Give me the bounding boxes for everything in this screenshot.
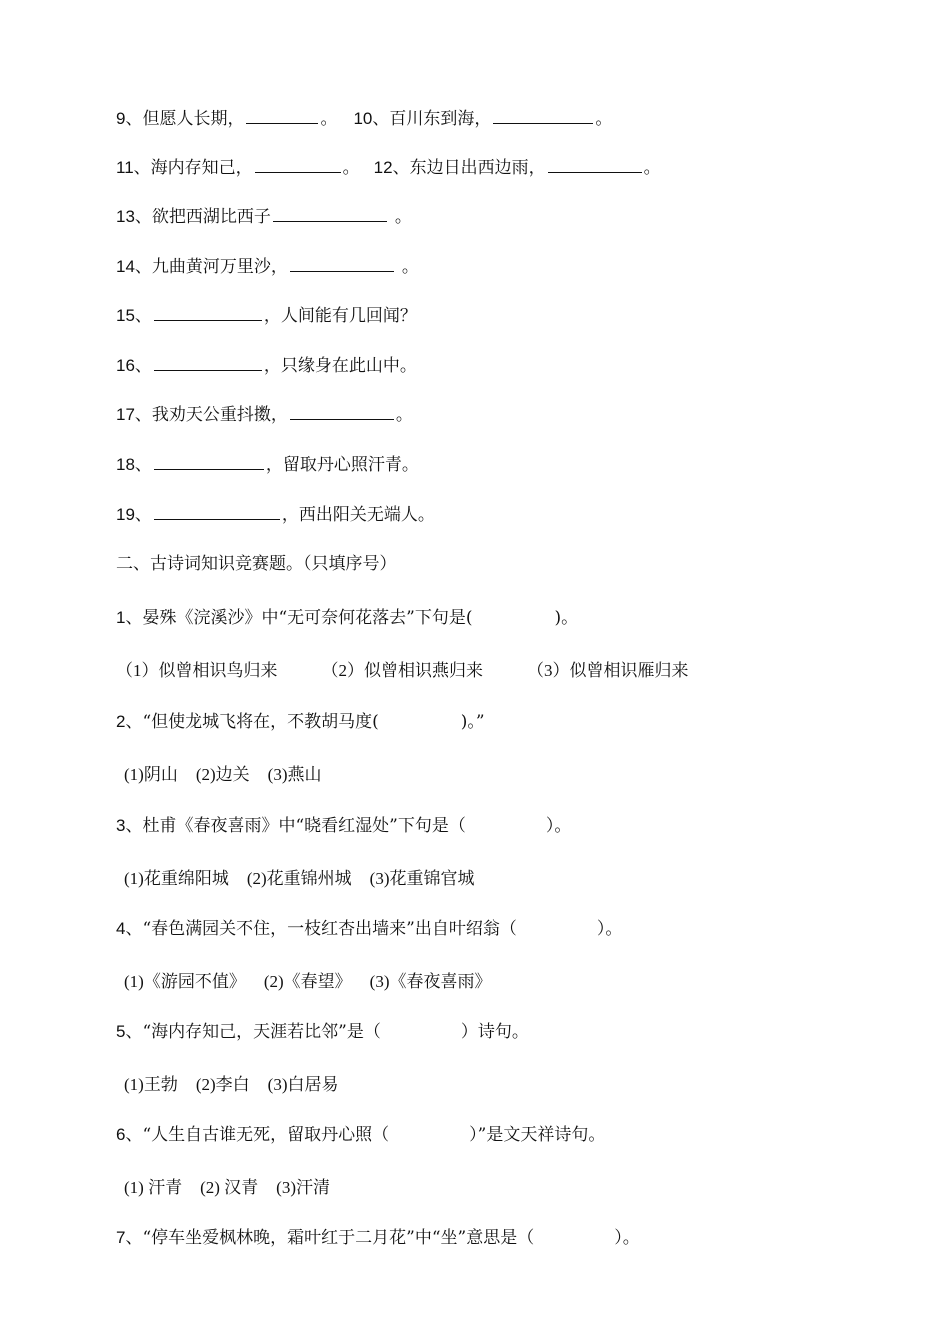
fill-line-17 — [116, 404, 413, 426]
option[interactable]: (1)王勃 — [124, 1075, 178, 1094]
question-7 — [116, 1227, 640, 1249]
fill-line-18 — [116, 454, 419, 476]
item-suffix: 。 — [320, 109, 338, 129]
answer-blank[interactable] — [290, 405, 394, 420]
item-number: 7、 — [116, 1228, 143, 1247]
item-number: 4、 — [116, 919, 143, 938]
fill-line-13 — [116, 206, 412, 228]
question-2 — [116, 711, 485, 733]
question-end: ）。 — [614, 1228, 640, 1248]
item-number: 11、 — [116, 158, 151, 177]
answer-blank[interactable] — [493, 109, 593, 124]
fill-line-14 — [116, 256, 419, 278]
item-prefix: 百川东到海， — [389, 109, 492, 129]
answer-blank[interactable] — [273, 207, 387, 222]
fill-line-11-12 — [116, 157, 661, 179]
options-2 — [124, 764, 339, 786]
options-3 — [124, 868, 492, 890]
options-1 — [116, 660, 707, 682]
item-number: 3、 — [116, 816, 143, 835]
item-prefix: 但愿人长期， — [142, 109, 245, 129]
item-number: 12、 — [373, 158, 410, 177]
question-3 — [116, 815, 571, 837]
question-text: “但使龙城飞将在，不教胡马度( — [142, 712, 379, 732]
item-number: 16、 — [116, 356, 152, 375]
option[interactable]: (3)《春夜喜雨》 — [369, 972, 492, 991]
option[interactable]: (2)《春望》 — [263, 972, 352, 991]
question-1 — [116, 607, 578, 629]
item-suffix: 。 — [595, 109, 613, 129]
question-text: “人生自古谁无死，留取丹心照（ — [142, 1125, 390, 1145]
item-suffix: 。 — [401, 257, 419, 277]
option[interactable]: (1)花重绵阳城 — [124, 869, 229, 888]
item-number: 10、 — [353, 109, 390, 128]
option[interactable]: (3)花重锦官城 — [369, 869, 475, 888]
option[interactable]: (1) 汗青 — [124, 1178, 183, 1197]
item-number: 13、 — [116, 207, 152, 226]
item-suffix: ，留取丹心照汗青。 — [265, 455, 419, 475]
item-suffix: 。 — [342, 158, 360, 178]
option[interactable]: （2）似曾相识燕归来 — [321, 661, 483, 680]
option[interactable]: (3)汗清 — [276, 1178, 330, 1197]
option[interactable]: （1）似曾相识鸟归来 — [116, 661, 278, 680]
item-number: 5、 — [116, 1022, 143, 1041]
option[interactable]: (1)阴山 — [124, 765, 178, 784]
item-number: 2、 — [116, 712, 143, 731]
fill-line-15 — [116, 305, 417, 327]
question-6 — [116, 1124, 605, 1146]
answer-blank[interactable] — [290, 257, 394, 272]
question-text: 晏殊《浣溪沙》中“无可奈何花落去”下句是( — [142, 608, 473, 628]
item-number: 9、 — [116, 109, 143, 128]
item-suffix: ，西出阳关无端人。 — [281, 505, 435, 525]
fill-line-16 — [116, 355, 417, 377]
item-suffix: 。 — [394, 207, 412, 227]
item-prefix: 我劝天公重抖擞， — [151, 405, 288, 425]
answer-blank[interactable] — [246, 109, 318, 124]
answer-blank[interactable] — [255, 158, 341, 173]
option[interactable]: (3)燕山 — [267, 765, 322, 784]
question-5 — [116, 1021, 529, 1043]
item-prefix: 东边日出西边雨， — [409, 158, 546, 178]
question-end: ）。 — [596, 919, 623, 939]
item-prefix: 海内存知己， — [150, 158, 253, 178]
item-number: 1、 — [116, 608, 143, 627]
item-number: 6、 — [116, 1125, 143, 1144]
question-end: ）诗句。 — [460, 1022, 529, 1042]
options-5 — [124, 1074, 356, 1096]
answer-blank[interactable] — [154, 505, 280, 520]
answer-blank[interactable] — [548, 158, 642, 173]
item-number: 15、 — [116, 306, 152, 325]
question-end: ）”是文天祥诗句。 — [469, 1125, 606, 1145]
question-end: )。 — [554, 608, 579, 628]
item-number: 18、 — [116, 455, 152, 474]
question-text: 杜甫《春夜喜雨》中“晓看红湿处”下句是（ — [142, 816, 466, 836]
question-text: “停车坐爱枫林晚，霜叶红于二月花”中“坐”意思是（ — [142, 1228, 535, 1248]
item-suffix: ，人间能有几回闻？ — [263, 306, 417, 326]
fill-line-9-10 — [116, 108, 612, 130]
answer-blank[interactable] — [154, 306, 262, 321]
option[interactable]: (2) 汉青 — [200, 1178, 259, 1197]
option[interactable]: (2)花重锦州城 — [246, 869, 352, 888]
question-end: )。” — [460, 712, 485, 732]
options-4 — [124, 971, 509, 993]
option[interactable]: (2)边关 — [195, 765, 250, 784]
question-4 — [116, 918, 622, 940]
answer-blank[interactable] — [154, 356, 262, 371]
option[interactable]: (3)白居易 — [267, 1075, 339, 1094]
option[interactable]: (1)《游园不值》 — [124, 972, 246, 991]
item-suffix: 。 — [395, 405, 413, 425]
item-suffix: ，只缘身在此山中。 — [263, 356, 417, 376]
options-6 — [124, 1177, 348, 1199]
answer-blank[interactable] — [154, 455, 264, 470]
question-text: “春色满园关不住，一枝红杏出墙来”出自叶绍翁（ — [142, 919, 517, 939]
item-number: 17、 — [116, 405, 152, 424]
item-number: 19、 — [116, 505, 152, 524]
item-prefix: 欲把西湖比西子 — [151, 207, 271, 227]
question-end: ）。 — [545, 816, 572, 836]
question-text: “海内存知己，天涯若比邻”是（ — [142, 1022, 381, 1042]
option[interactable]: (2)李白 — [195, 1075, 250, 1094]
item-suffix: 。 — [643, 158, 661, 178]
section-title: 二、古诗词知识竞赛题。（只填序号） — [116, 554, 397, 574]
fill-line-19 — [116, 504, 435, 526]
item-number: 14、 — [116, 257, 152, 276]
item-prefix: 九曲黄河万里沙， — [151, 257, 288, 277]
option[interactable]: （3）似曾相识雁归来 — [527, 661, 689, 680]
